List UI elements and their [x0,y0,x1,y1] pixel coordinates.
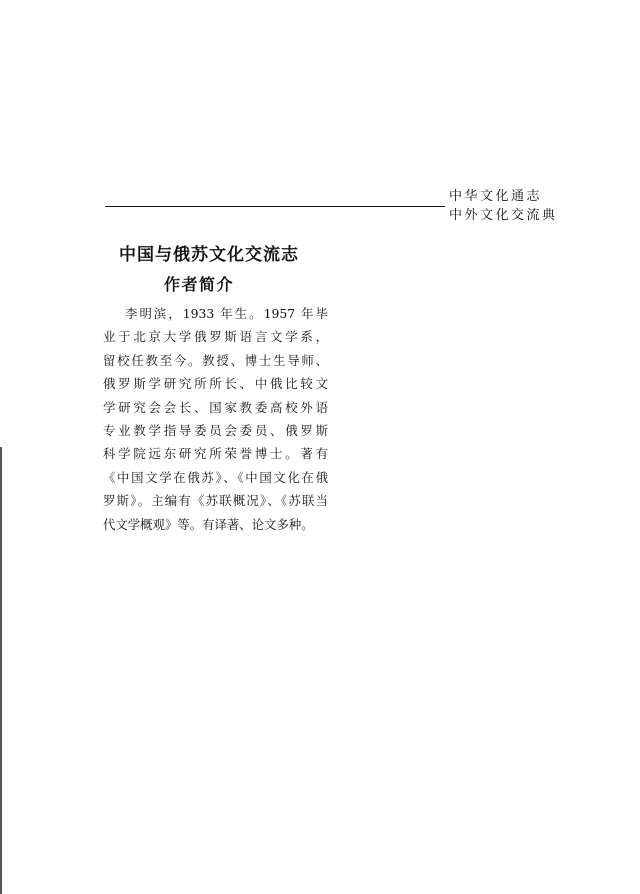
bio-line: 俄罗斯学研究所所长、中俄比较文 [103,376,328,392]
bio-line: 罗斯》。主编有《苏联概况》、《苏联当 [103,493,328,509]
header-rule [105,206,445,207]
book-title: 中国与俄苏文化交流志 [119,245,299,265]
bio-line: 业于北京大学俄罗斯语言文学系， [103,329,328,345]
author-bio [103,302,328,536]
bio-line: 专业教学指导委员会委员、俄罗斯 [103,423,328,439]
bio-line: 科学院远东研究所荣誉博士。著有 [103,446,328,462]
bio-line: 留校任教至今。教授、博士生导师、 [103,352,328,368]
bio-line: 李明滨，1933 年生。1957 年毕 [125,306,328,321]
bio-line: 代文学概观》等。有译著、论文多种。 [103,516,314,532]
series-header [449,187,558,225]
series-name-line-1: 中华文化通志 [449,189,543,204]
scan-edge-shadow [0,447,2,894]
bio-line: 学研究会会长、国家教委高校外语 [103,399,328,415]
series-name-line-2: 中外文化交流典 [449,208,558,223]
section-heading: 作者简介 [164,275,235,294]
bio-line: 《中国文学在俄苏》、《中国文化在俄 [103,469,328,485]
